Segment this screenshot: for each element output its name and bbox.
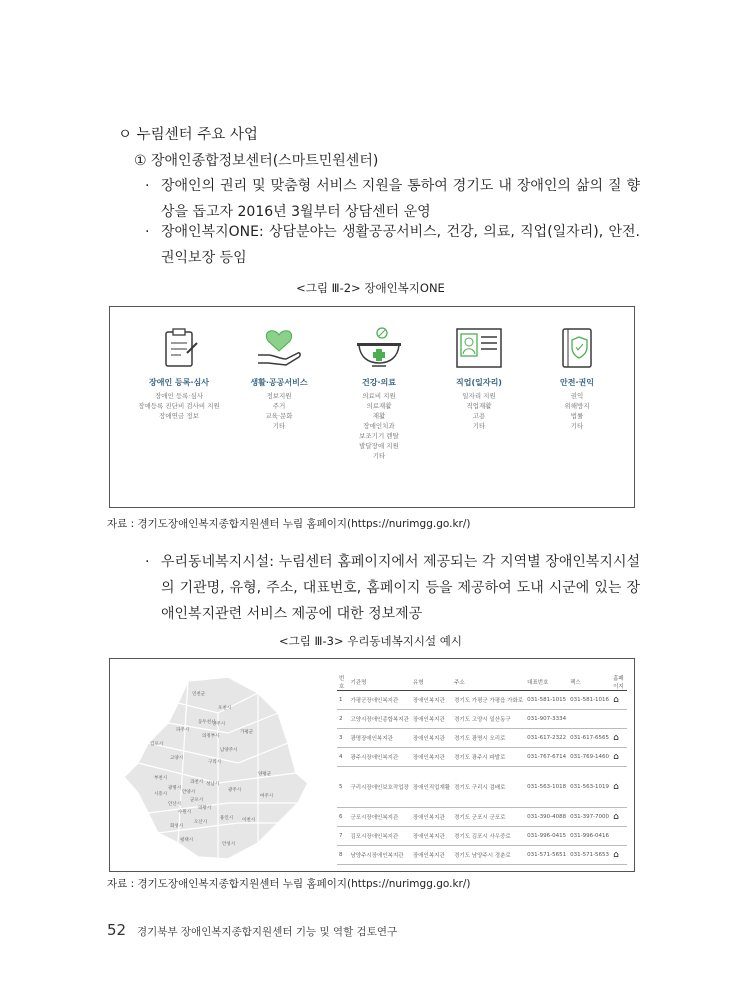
map-region-label: 용인시 <box>220 816 234 821</box>
table-cell: 장애인복지관 <box>411 748 452 767</box>
service-item: 권익 <box>570 392 584 400</box>
table-cell <box>568 710 611 729</box>
table-header-cell: 대표번호 <box>525 674 568 691</box>
footer-title: 경기북부 장애인복지종합지원센터 기능 및 역할 검토연구 <box>137 926 398 938</box>
service-title: 장애인 등록·심사 <box>149 378 209 387</box>
table-cell: 가평군장애인복지관 <box>348 691 410 710</box>
service-item: 재활 <box>372 412 386 420</box>
bullet-marker: · <box>145 554 150 570</box>
service-item: 기타 <box>472 422 486 430</box>
table-cell: 031-397-7000 <box>568 808 611 827</box>
map-region-label: 의정부시 <box>202 734 220 739</box>
service-item: 일자리 지원 <box>462 392 496 400</box>
home-link-icon[interactable]: ⌂ <box>611 846 627 865</box>
table-cell: 2 <box>337 710 348 729</box>
id-card-icon <box>454 325 504 371</box>
bullet-paragraph-1 <box>145 173 640 225</box>
table-cell: 7 <box>337 827 348 846</box>
table-cell: 031-563-1019 <box>568 767 611 808</box>
service-item: 기타 <box>272 422 286 430</box>
map-region-label: 가평군 <box>240 730 254 735</box>
map-region-label: 김포시 <box>150 742 164 747</box>
table-cell: 031-581-1015 <box>525 691 568 710</box>
table-cell: 장애인복지관 <box>411 808 452 827</box>
service-item: 장애등록 진단비 검사비 지원 <box>138 402 220 410</box>
table-row <box>337 827 627 846</box>
bullet-text: 장애인복지ONE: 상담분야는 생활공공서비스, 건강, 의료, 직업(일자리), 안전.권익보장 등임 <box>161 224 640 266</box>
home-link-icon[interactable]: ⌂ <box>611 808 627 827</box>
table-cell: 경기도 광명시 오리로 <box>452 729 525 748</box>
table-row <box>337 748 627 767</box>
home-link-icon[interactable]: ⌂ <box>611 729 627 748</box>
service-item: 장애인 등록·심사 <box>154 392 204 400</box>
map-region-label: 구리시 <box>208 760 222 765</box>
map-region-label: 양주시 <box>212 722 226 727</box>
table-cell: 4 <box>337 748 348 767</box>
table-cell: 6 <box>337 808 348 827</box>
service-item: 보조기기 렌탈 <box>359 432 399 440</box>
home-link-icon[interactable]: ⌂ <box>611 748 627 767</box>
service-item: 정보지원 <box>266 392 292 400</box>
table-header-cell: 홈페이지 <box>611 674 627 691</box>
service-safety <box>522 325 632 431</box>
service-title: 직업(일자리) <box>456 378 502 387</box>
service-item: 교육·문화 <box>265 412 293 420</box>
service-health <box>324 325 434 461</box>
map-region-label: 여주시 <box>260 794 274 799</box>
table-cell: 3 <box>337 729 348 748</box>
medicine-bowl-icon <box>354 325 404 371</box>
service-living <box>224 325 334 431</box>
table-header-row <box>337 674 627 691</box>
table-cell: 5 <box>337 767 348 808</box>
table-cell: 장애인복지관 <box>411 846 452 865</box>
service-item: 주거 <box>272 402 286 410</box>
table-cell: 경기도 군포시 군포로 <box>452 808 525 827</box>
table-row <box>337 767 627 808</box>
home-link-icon[interactable]: ⌂ <box>611 691 627 710</box>
map-region-label: 평택시 <box>180 838 194 843</box>
map-region-label: 안양시 <box>182 790 196 795</box>
map-region-label: 안성시 <box>222 842 236 847</box>
table-header-cell: 팩스 <box>568 674 611 691</box>
shield-book-icon <box>555 325 599 371</box>
section-heading: ㅇ 누림센터 주요 사업 <box>118 127 258 143</box>
service-item: 직업재활 <box>466 402 492 410</box>
bullet-marker: · <box>145 178 150 194</box>
bullet-paragraph-3 <box>145 549 640 627</box>
table-cell: 군포시장애인복지관 <box>348 808 410 827</box>
table-cell: 031-581-1016 <box>568 691 611 710</box>
service-figure <box>109 306 635 508</box>
map-region-label: 남양주시 <box>220 748 238 753</box>
service-title: 생활·공공서비스 <box>250 378 308 387</box>
service-item: 고용 <box>472 412 486 420</box>
service-item: 장애연금 정보 <box>159 412 199 420</box>
table-cell: 남양주시장애인복지관 <box>348 846 410 865</box>
table-row <box>337 729 627 748</box>
gyeonggi-map <box>118 673 318 863</box>
table-cell: 031-767-6714 <box>525 748 568 767</box>
table-cell <box>611 827 627 846</box>
table-cell: 장애인복지관 <box>411 729 452 748</box>
table-row <box>337 846 627 865</box>
map-region-label: 시흥시 <box>154 792 168 797</box>
table-cell: 031-390-4088 <box>525 808 568 827</box>
table-row <box>337 691 627 710</box>
table-cell: 장애인복지관 <box>411 827 452 846</box>
map-region-label: 수원시 <box>178 810 192 815</box>
table-cell: 031-563-1018 <box>525 767 568 808</box>
table-header-cell: 유형 <box>411 674 452 691</box>
map-region-label: 연천군 <box>192 692 206 697</box>
table-cell: 경기도 남양주시 경춘로 <box>452 846 525 865</box>
map-region-label: 양평군 <box>258 772 272 777</box>
table-cell: 경기도 고양시 일산동구 <box>452 710 525 729</box>
bullet-marker: · <box>145 224 150 240</box>
service-title: 건강·의료 <box>362 378 396 387</box>
table-header-cell: 주소 <box>452 674 525 691</box>
table-cell: 광명장애인복지관 <box>348 729 410 748</box>
service-item: 법률 <box>570 412 584 420</box>
service-item: 발달장애 지원 <box>359 442 399 450</box>
source-note-2: 자료 : 경기도장애인복지종합지원센터 누림 홈페이지(https://nurimgg.go.kr/) <box>107 878 471 890</box>
source-note: 자료 : 경기도장애인복지종합지원센터 누림 홈페이지(https://nurimgg.go.kr/) <box>107 518 471 530</box>
map-region-label: 안산시 <box>168 802 182 807</box>
map-region-label: 포천시 <box>218 706 232 711</box>
bullet-text: 우리동네복지시설: 누림센터 홈페이지에서 제공되는 각 지역별 장애인복지시설의 기관명, 유형, 주소, 대표번호, 홈페이지 등을 제공하여 도내 시군에 있는 장애인복지관련 서비스 제공에 대한 정보제공 <box>161 554 640 622</box>
table-cell: 구리시장애인보호작업장 <box>348 767 410 808</box>
table-cell: 김포시장애인복지관 <box>348 827 410 846</box>
map-region-label: 의왕시 <box>198 806 212 811</box>
table-cell: 031-617-6565 <box>568 729 611 748</box>
map-region-label: 동두천시 <box>198 720 216 725</box>
table-cell: 경기도 구리시 검배로 <box>452 767 525 808</box>
table-row <box>337 710 627 729</box>
bullet-paragraph-2 <box>145 219 640 271</box>
map-region-label: 오산시 <box>194 820 208 825</box>
service-item: 기타 <box>372 452 386 460</box>
service-job <box>424 325 534 431</box>
table-header-cell: 기관명 <box>348 674 410 691</box>
table-cell: 경기도 가평군 가평읍 가화로 <box>452 691 525 710</box>
table-header-cell: 번호 <box>337 674 348 691</box>
service-registration <box>124 325 234 421</box>
map-region-label: 군포시 <box>190 798 204 803</box>
map-region-label: 부천시 <box>154 776 168 781</box>
map-region-label: 과천시 <box>190 780 204 785</box>
heart-hand-icon <box>254 325 304 371</box>
table-cell: 장애인직업재활 <box>411 767 452 808</box>
map-region-label: 화성시 <box>170 824 184 829</box>
service-item: 의료재활 <box>366 402 392 410</box>
service-title: 안전·권익 <box>560 378 594 387</box>
table-cell: 고양시장애인종합복지관 <box>348 710 410 729</box>
map-region-label: 이천시 <box>242 818 256 823</box>
table-cell: 031-996-0415 <box>525 827 568 846</box>
subsection-heading: ① 장애인종합정보센터(스마트민원센터) <box>134 153 379 169</box>
figure-caption-2: <그림 Ⅲ-3> 우리동네복지시설 예시 <box>279 634 462 648</box>
service-item: 의료비 지원 <box>362 392 396 400</box>
table-cell: 경기도 광주시 파발로 <box>452 748 525 767</box>
home-link-icon[interactable]: ⌂ <box>611 767 627 808</box>
table-cell: 장애인복지관 <box>411 710 452 729</box>
table-cell: 031-907-3334 <box>525 710 568 729</box>
table-cell: 8 <box>337 846 348 865</box>
table-cell: 장애인복지관 <box>411 691 452 710</box>
table-cell: 031-571-5651 <box>525 846 568 865</box>
service-item: 위해방지 <box>564 402 590 410</box>
service-item: 기타 <box>570 422 584 430</box>
table-cell: 031-571-5653 <box>568 846 611 865</box>
table-cell: 031-996-0416 <box>568 827 611 846</box>
map-region-label: 광주시 <box>228 788 242 793</box>
table-cell: 031-769-1460 <box>568 748 611 767</box>
table-row <box>337 808 627 827</box>
map-region-label: 파주시 <box>176 728 190 733</box>
map-region-label: 광명시 <box>168 786 182 791</box>
table-cell: 031-617-2322 <box>525 729 568 748</box>
map-region-label: 성남시 <box>206 782 220 787</box>
page-number: 52 <box>107 921 127 939</box>
bullet-text: 장애인의 권리 및 맞춤형 서비스 지원을 통하여 경기도 내 장애인의 삶의 질 향상을 돕고자 2016년 3월부터 상담센터 운영 <box>161 178 640 220</box>
facility-table <box>337 674 627 865</box>
table-cell: 광주시장애인복지관 <box>348 748 410 767</box>
table-cell <box>611 710 627 729</box>
table-cell: 경기도 김포시 사우중로 <box>452 827 525 846</box>
map-region-label: 고양시 <box>170 756 184 761</box>
table-cell: 1 <box>337 691 348 710</box>
figure-caption-1: <그림 Ⅲ-2> 장애인복지ONE <box>296 281 445 295</box>
service-item: 장애인치과 <box>363 422 395 430</box>
clipboard-icon <box>157 325 201 371</box>
